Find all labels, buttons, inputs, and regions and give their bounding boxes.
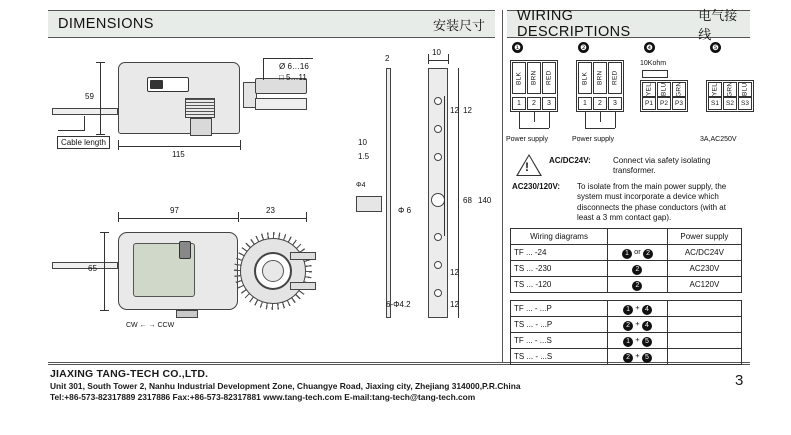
wire-label-grn-5: GRN bbox=[723, 82, 737, 97]
label-shaft-round: Ø 6…16 bbox=[279, 62, 309, 71]
wire-lead bbox=[519, 112, 520, 128]
plate-hole bbox=[434, 289, 442, 297]
pin-2-3: 3 bbox=[608, 97, 622, 110]
warning-exclamation: ! bbox=[525, 160, 529, 174]
mark-1: 1 bbox=[623, 337, 633, 347]
label-1-5: 1.5 bbox=[358, 152, 370, 161]
connector-number-2: ❷ bbox=[578, 42, 589, 53]
wire-label-blk-1: BLK bbox=[512, 62, 526, 94]
label-10-mid: 10 bbox=[358, 138, 367, 147]
dim-line-65 bbox=[104, 232, 105, 310]
dim-tick bbox=[240, 140, 241, 150]
plate-hole bbox=[434, 233, 442, 241]
pin-1-1: 1 bbox=[512, 97, 526, 110]
mark-or: or bbox=[634, 246, 641, 256]
table-row bbox=[511, 245, 742, 261]
dim-line-97 bbox=[118, 218, 238, 219]
connector-number-4: ❹ bbox=[644, 42, 655, 53]
plate-hole-large bbox=[431, 193, 445, 207]
actuator-shaft-clamp bbox=[190, 118, 212, 136]
th-mark bbox=[608, 229, 668, 245]
label-cw-ccw: CW ← → CCW bbox=[126, 322, 175, 329]
cell-marks bbox=[608, 277, 668, 293]
wiring-header-en: WIRING DESCRIPTIONS bbox=[517, 8, 631, 40]
dim-tick bbox=[96, 62, 105, 63]
pin-5-s3: S3 bbox=[738, 97, 752, 110]
wire-label-brn-2: BRN bbox=[593, 62, 607, 94]
dim-tick bbox=[118, 212, 119, 222]
label-shaft-square: □ 5…11 bbox=[279, 73, 307, 82]
mark-plus: + bbox=[635, 302, 640, 312]
leader-line bbox=[263, 58, 313, 59]
mark-2: 2 bbox=[632, 281, 642, 291]
cell-power: AC120V bbox=[667, 277, 741, 293]
mark-1: 1 bbox=[623, 305, 633, 315]
note-title-230v: AC230/120V: bbox=[512, 182, 561, 191]
dim-tick bbox=[100, 232, 109, 233]
company-contact: Tel:+86-573-82317889 2317886 Fax:+86-573-82317881 www.tang-tech.com E-mail:tang-tech@tang-tech.com bbox=[50, 391, 476, 402]
th-wiring-diagrams: Wiring diagrams bbox=[511, 229, 608, 245]
wire-label-blu-5: BLU bbox=[738, 82, 752, 97]
actuator-shaft-bore bbox=[262, 260, 284, 282]
cell-power bbox=[667, 317, 741, 333]
dim-line-115 bbox=[118, 146, 240, 147]
dimensions-header bbox=[48, 10, 495, 38]
label-10-top: 10 bbox=[432, 48, 441, 57]
page-number: 3 bbox=[735, 372, 744, 389]
mark-2: 2 bbox=[623, 353, 633, 363]
dim-line-68 bbox=[444, 96, 445, 236]
cell-diagram: TF ... - ...S bbox=[511, 333, 608, 349]
leader-line bbox=[263, 58, 264, 80]
table-row bbox=[511, 277, 742, 293]
warning-triangle-inner bbox=[518, 156, 540, 175]
label-6-phi42: 6-Φ4.2 bbox=[386, 300, 411, 309]
clamp-bolt-bottom bbox=[290, 282, 316, 290]
plate-hole bbox=[434, 261, 442, 269]
plate-hole bbox=[434, 125, 442, 133]
cell-marks bbox=[608, 261, 668, 277]
wire-label-blk-2: BLK bbox=[578, 62, 592, 94]
plate-hole bbox=[434, 97, 442, 105]
shaft-adapter-square bbox=[255, 98, 307, 110]
pin-5-s2: S2 bbox=[723, 97, 737, 110]
label-12-b: 12 bbox=[463, 106, 472, 115]
plate-hole bbox=[434, 153, 442, 161]
wire-lead bbox=[534, 112, 535, 122]
label-phi6: Φ 6 bbox=[398, 206, 412, 215]
pin-1-2: 2 bbox=[527, 97, 541, 110]
connector-caption-1: Power supply bbox=[506, 136, 549, 143]
wiring-table bbox=[510, 228, 742, 365]
cell-diagram: TS ... - ...P bbox=[511, 317, 608, 333]
wire-lead bbox=[615, 112, 616, 128]
cable-top bbox=[52, 108, 118, 115]
dim-tick bbox=[96, 134, 105, 135]
wire-lead bbox=[519, 128, 549, 129]
dim-tick bbox=[448, 54, 449, 64]
dim-tick bbox=[118, 140, 119, 150]
mark-2: 2 bbox=[623, 321, 633, 331]
footer bbox=[50, 368, 670, 402]
mark-5: 5 bbox=[642, 353, 652, 363]
table-row bbox=[511, 301, 742, 317]
dimensions-header-cn: 安装尺寸 bbox=[432, 17, 485, 33]
label-12-a: 12 bbox=[450, 106, 459, 115]
actuator-body-top bbox=[118, 62, 240, 134]
note-text-24v: Connect via safety isolating transformer. bbox=[613, 156, 711, 175]
label-140: 140 bbox=[478, 196, 492, 205]
mark-5: 5 bbox=[642, 337, 652, 347]
mounting-tab bbox=[176, 310, 198, 318]
mark-plus: + bbox=[635, 318, 640, 328]
wire-label-yel-5: YEL bbox=[708, 82, 722, 97]
pin-2-1: 1 bbox=[578, 97, 592, 110]
label-65: 65 bbox=[88, 264, 97, 273]
cell-marks bbox=[608, 301, 668, 317]
label-115: 115 bbox=[172, 150, 185, 159]
wire-lead bbox=[600, 112, 601, 122]
label-97: 97 bbox=[170, 206, 179, 215]
cell-power bbox=[667, 333, 741, 349]
wiring-header-cn: 电气接线 bbox=[698, 8, 738, 42]
wire-label-red-2: RED bbox=[608, 62, 622, 94]
wire-lead bbox=[585, 128, 615, 129]
label-2: 2 bbox=[385, 54, 390, 63]
cell-diagram: TS ... -230 bbox=[511, 261, 608, 277]
resistor-label: 10Kohm bbox=[640, 60, 667, 67]
leader-line bbox=[84, 116, 85, 131]
clamp-bolt-top bbox=[290, 252, 316, 260]
actuator-knob bbox=[179, 241, 191, 259]
cell-diagram: TF ... - ...P bbox=[511, 301, 608, 317]
wire-label-red-1: RED bbox=[542, 62, 556, 94]
cell-marks bbox=[608, 349, 668, 365]
cell-diagram: TS ... - ...S bbox=[511, 349, 608, 365]
mark-4: 4 bbox=[642, 321, 652, 331]
actuator-body-bottom bbox=[118, 232, 238, 310]
mark-1: 1 bbox=[622, 249, 632, 259]
table-row bbox=[511, 333, 742, 349]
connector-number-1: ❶ bbox=[512, 42, 523, 53]
table-row bbox=[511, 261, 742, 277]
dim-tick bbox=[306, 212, 307, 222]
mark-plus: + bbox=[635, 334, 640, 344]
resistor-symbol bbox=[642, 70, 668, 78]
bracket-detail bbox=[356, 196, 382, 212]
table-row bbox=[511, 317, 742, 333]
label-12-d: 12 bbox=[450, 300, 459, 309]
note-text-230v: To isolate from the main power supply, the system must incorporate a device which disconnects the phase conductors (with at least a 3 mm contact gap). bbox=[577, 182, 727, 223]
connector-caption-5: 3A,AC250V bbox=[700, 136, 737, 143]
table-spacer bbox=[511, 293, 742, 301]
cell-marks bbox=[608, 317, 668, 333]
wire-label-brn-1: BRN bbox=[527, 62, 541, 94]
company-name: JIAXING TANG-TECH CO.,LTD. bbox=[50, 368, 209, 380]
cell-marks bbox=[608, 245, 668, 261]
connector-caption-2: Power supply bbox=[572, 136, 615, 143]
label-23: 23 bbox=[266, 206, 275, 215]
plate-side-view bbox=[386, 68, 391, 318]
dim-line-59 bbox=[100, 62, 101, 134]
cable-bottom bbox=[52, 262, 118, 269]
th-power-supply: Power supply bbox=[667, 229, 741, 245]
wire-label-grn-4: GRN bbox=[672, 82, 686, 97]
table-row bbox=[511, 349, 742, 365]
pin-1-3: 3 bbox=[542, 97, 556, 110]
plate-front-view bbox=[428, 68, 448, 318]
dim-tick bbox=[100, 310, 109, 311]
mark-plus: + bbox=[635, 350, 640, 360]
label-59: 59 bbox=[85, 92, 94, 101]
wire-label-yel-4: YEL bbox=[642, 82, 656, 97]
actuator-ribs bbox=[185, 98, 215, 118]
mark-2: 2 bbox=[632, 265, 642, 275]
cell-diagram: TS ... -120 bbox=[511, 277, 608, 293]
label-cable-length: Cable length bbox=[57, 136, 110, 149]
actuator-switch-window bbox=[147, 77, 189, 92]
cell-power: AC230V bbox=[667, 261, 741, 277]
company-address: Unit 301, South Tower 2, Nanhu Industrial Development Zone, Chuangye Road, Jiaxing city, Zhejiang 314000,P.R.China bbox=[50, 381, 521, 392]
leader-line bbox=[58, 130, 84, 131]
label-phi4: Φ4 bbox=[356, 182, 366, 189]
dimensions-header-en: DIMENSIONS bbox=[58, 16, 154, 32]
connector-number-5: ❺ bbox=[710, 42, 721, 53]
table-header-row bbox=[511, 229, 742, 245]
mark-4: 4 bbox=[642, 305, 652, 315]
dim-line-23 bbox=[240, 218, 306, 219]
cell-power: AC/DC24V bbox=[667, 245, 741, 261]
pin-4-p2: P2 bbox=[657, 97, 671, 110]
wire-lead bbox=[585, 112, 586, 128]
pin-5-s1: S1 bbox=[708, 97, 722, 110]
pin-4-p3: P3 bbox=[672, 97, 686, 110]
wire-label-blu-4: BLU bbox=[657, 82, 671, 97]
cell-power bbox=[667, 301, 741, 317]
pin-2-2: 2 bbox=[593, 97, 607, 110]
cell-power bbox=[667, 349, 741, 365]
pin-4-p1: P1 bbox=[642, 97, 656, 110]
label-68: 68 bbox=[463, 196, 472, 205]
mark-2: 2 bbox=[643, 249, 653, 259]
note-title-24v: AC/DC24V: bbox=[549, 156, 591, 165]
dim-tick bbox=[428, 54, 429, 64]
dim-line-10 bbox=[428, 60, 448, 61]
cell-diagram: TF ... -24 bbox=[511, 245, 608, 261]
wiring-header bbox=[507, 8, 750, 42]
wire-lead bbox=[549, 112, 550, 128]
dim-tick bbox=[238, 212, 239, 222]
cell-marks bbox=[608, 333, 668, 349]
label-12-c: 12 bbox=[450, 268, 459, 277]
section-divider bbox=[502, 10, 503, 362]
